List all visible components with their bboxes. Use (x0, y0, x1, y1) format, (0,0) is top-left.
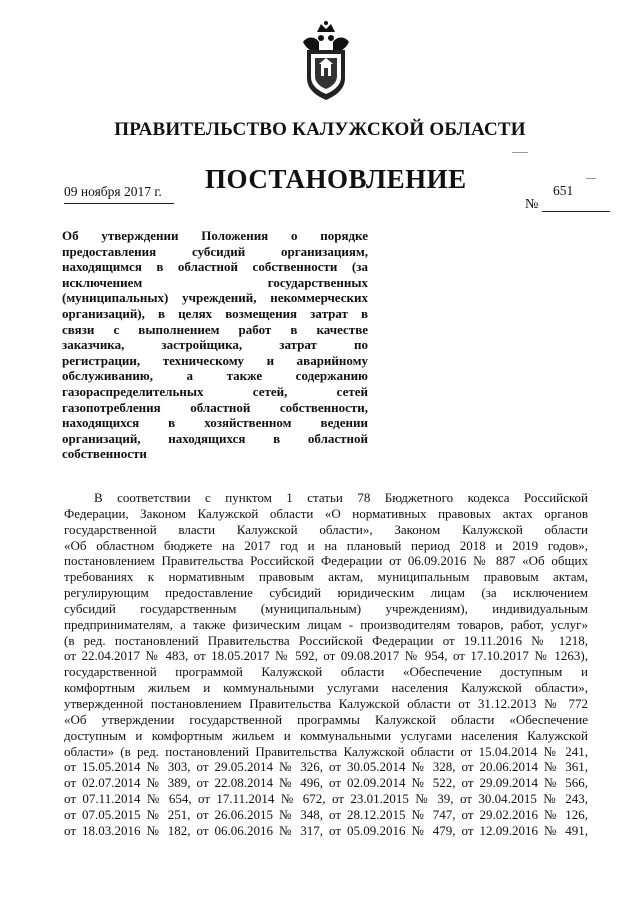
body-line: комфортным жильем и коммунальными услугами населения Калужской области», (64, 680, 588, 696)
title-line: находящихся в хозяйственном ведении (62, 415, 368, 431)
body-line: от 07.11.2014 № 654, от 17.11.2014 № 672, от 23.01.2015 № 39, от 30.04.2015 № 243, (64, 791, 588, 807)
title-line: газораспределительных сетей, сетей (62, 383, 368, 399)
title-line: собственности (62, 446, 147, 462)
body-line: от 18.03.2016 № 182, от 06.06.2016 № 317, от 05.09.2016 № 479, от 12.09.2016 № 491, (64, 822, 588, 838)
body-line: от 07.05.2015 № 251, от 26.06.2015 № 348, от 28.12.2015 № 747, от 29.02.2016 № 126, (64, 806, 588, 822)
body-line: постановлением Правительства Российской Федерации от 06.09.2016 № 887 «Об общих (64, 553, 588, 569)
title-line: обслуживанию, а также содержанию (62, 368, 368, 384)
number-underline (542, 211, 610, 212)
title-line: регистрации, техническому и аварийному (62, 352, 368, 368)
title-line: связи с выполнением работ в качестве (62, 321, 368, 337)
body-line: области» (в ред. постановлений Правительства Калужской области от 15.04.2014 № 241, (64, 743, 588, 759)
body-line: от 15.05.2014 № 303, от 29.05.2014 № 326, от 30.05.2014 № 328, от 20.06.2014 № 361, (64, 759, 588, 775)
scan-mark (586, 178, 596, 179)
resolution-title (62, 228, 368, 462)
body-line: от 02.07.2014 № 389, от 22.08.2014 № 496, от 02.09.2014 № 522, от 29.09.2014 № 566, (64, 775, 588, 791)
title-line: предоставления субсидий организациям, (62, 243, 368, 259)
body-line: Федерации, Законом Калужской области «О нормативных правовых актах органов (64, 505, 588, 521)
resolution-body (64, 490, 588, 839)
title-line: находящимся в областной собственности (за (62, 259, 368, 275)
body-line: утвержденной постановлением Правительства Калужской области от 31.12.2013 № 772 (64, 695, 588, 711)
body-line: требованиях к нормативным правовым актам, муниципальным правовым актам, (64, 569, 588, 585)
title-line: заказчика, застройщика, затрат по (62, 337, 368, 353)
body-line: государственной программой Калужской области «Обеспечение доступным и (64, 664, 588, 680)
number-sign: № (525, 197, 539, 212)
coat-of-arms-icon (297, 20, 355, 102)
organization-name: ПРАВИТЕЛЬСТВО КАЛУЖСКОЙ ОБЛАСТИ (114, 119, 526, 140)
title-line: исключением государственных (62, 274, 368, 290)
title-line: газопотребления областной собственности, (62, 399, 368, 415)
title-line: (муниципальных) учреждений, некоммерческих (62, 290, 368, 306)
scan-mark (512, 152, 528, 153)
document-number: 651 (553, 183, 574, 198)
body-line: доступным и комфортным жильем и коммунальными услугами населения Калужской (64, 727, 588, 743)
document-date: 09 ноября 2017 г. (64, 184, 162, 199)
body-line: В соответствии с пунктом 1 статьи 78 Бюджетного кодекса Российской (94, 490, 588, 505)
title-line: Об утверждении Положения о порядке (62, 228, 368, 243)
body-line: «Об областном бюджете на 2017 год и на плановый период 2018 и 2019 годов», (64, 537, 588, 553)
document-type-title: ПОСТАНОВЛЕНИЕ (205, 164, 467, 194)
body-line: субсидий государственным (муниципальным) учреждениям), индивидуальным (64, 600, 588, 616)
date-underline (64, 203, 174, 204)
body-line: регулирующим предоставление субсидий юридическим лицам (за исключением (64, 585, 588, 601)
title-line: организаций, находящихся в областной (62, 430, 368, 446)
body-line: государственной власти Калужской области», Законом Калужской области (64, 521, 588, 537)
body-line: «Об утверждении государственной программы Калужской области «Обеспечение (64, 711, 588, 727)
body-line: предпринимателям, а также физическим лицам - производителям товаров, работ, услуг» (64, 616, 588, 632)
title-line: организаций), в целях возмещения затрат в (62, 305, 368, 321)
body-line: (в ред. постановлений Правительства Российской Федерации от 19.11.2016 № 1218, (64, 632, 588, 648)
body-line: от 22.04.2017 № 483, от 18.05.2017 № 592, от 09.08.2017 № 954, от 17.10.2017 № 1263), (64, 648, 588, 664)
